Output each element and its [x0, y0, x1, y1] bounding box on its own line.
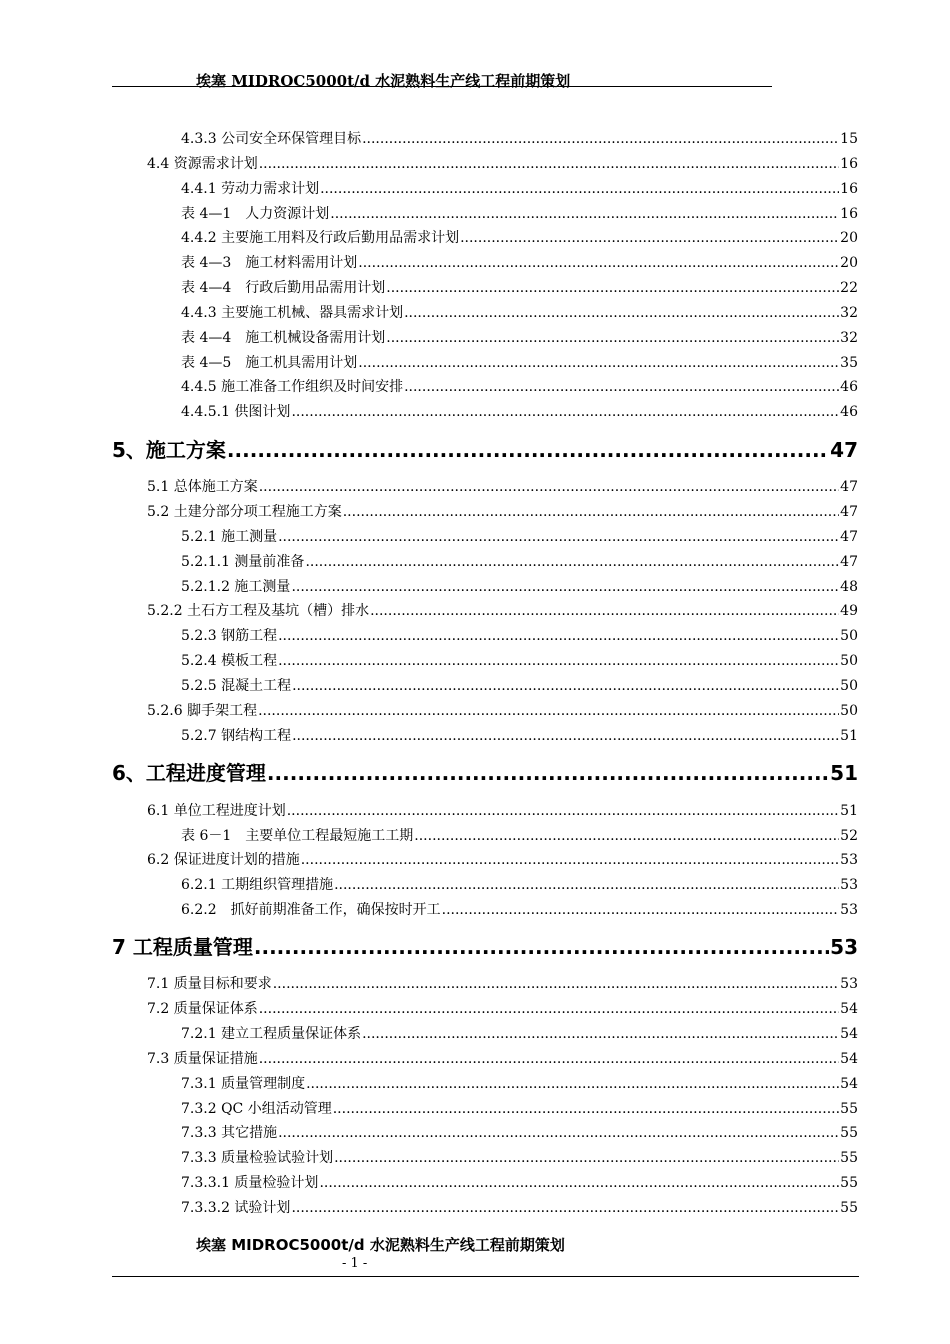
toc-entry-page: 50: [840, 703, 858, 719]
toc-entry[interactable]: [147, 478, 858, 496]
toc-entry-title: 4.3.3 公司安全环保管理目标: [181, 131, 362, 147]
toc-entry-title: 表 4—5 施工机具需用计划: [181, 355, 358, 371]
toc-entry-title: 6.2 保证进度计划的措施: [147, 852, 300, 868]
toc-entry-page: 55: [840, 1125, 858, 1141]
toc-entry[interactable]: [147, 702, 858, 720]
toc-leader: [258, 702, 839, 720]
toc-entry-page: 47: [840, 554, 858, 570]
toc-entry-title: 6.1 单位工程进度计划: [147, 803, 286, 819]
toc-entry[interactable]: [147, 802, 858, 820]
toc-leader: [319, 1174, 839, 1192]
toc-entry-page: 54: [840, 1076, 858, 1092]
page-number: - 1 -: [342, 1256, 368, 1271]
toc-entry-title: 7.3.3 其它措施: [181, 1125, 278, 1141]
toc-leader: [259, 478, 839, 496]
toc-entry[interactable]: [181, 1025, 858, 1043]
toc-leader: [343, 503, 839, 521]
toc-leader: [460, 229, 839, 247]
toc-entry[interactable]: [181, 1100, 858, 1118]
toc-leader: [362, 1025, 839, 1043]
toc-entry[interactable]: [181, 354, 858, 372]
toc-entry[interactable]: [181, 553, 858, 571]
toc-leader: [386, 329, 839, 347]
toc-entry[interactable]: [181, 378, 858, 396]
toc-entry-title: 4.4.5.1 供图计划: [181, 404, 291, 420]
toc-entry-title: 7.2.1 建立工程质量保证体系: [181, 1026, 362, 1042]
toc-entry-page: 51: [840, 728, 858, 744]
toc-leader: [305, 553, 839, 571]
toc-leader: [267, 761, 829, 785]
toc-leader: [334, 876, 839, 894]
toc-entry[interactable]: [181, 1174, 858, 1192]
toc-entry[interactable]: [181, 901, 858, 919]
toc-entry-page: 16: [840, 181, 858, 197]
toc-entry[interactable]: [147, 1050, 858, 1068]
toc-entry-page: 35: [840, 355, 858, 371]
toc-entry[interactable]: [181, 205, 858, 223]
toc-entry-title: 7.3.1 质量管理制度: [181, 1076, 306, 1092]
toc-entry[interactable]: [181, 578, 858, 596]
toc-entry-page: 16: [840, 156, 858, 172]
toc-entry-title: 5、施工方案: [112, 438, 226, 462]
toc-entry[interactable]: [147, 975, 858, 993]
toc-entry-page: 54: [840, 1001, 858, 1017]
footer-rule: [112, 1276, 859, 1277]
toc-entry-title: 5.1 总体施工方案: [147, 479, 258, 495]
toc-entry-page: 55: [840, 1200, 858, 1216]
toc-entry[interactable]: [181, 1149, 858, 1167]
toc-entry-title: 表 4—1 人力资源计划: [181, 206, 330, 222]
toc-entry-page: 50: [840, 628, 858, 644]
toc-entry-title: 6.2.1 工期组织管理措施: [181, 877, 334, 893]
toc-entry[interactable]: [181, 403, 858, 421]
toc-leader: [278, 627, 839, 645]
toc-entry-title: 4.4.3 主要施工机械、器具需求计划: [181, 305, 404, 321]
toc-entry-title: 5.2.2 土石方工程及基坑（槽）排水: [147, 603, 370, 619]
toc-entry[interactable]: [181, 279, 858, 297]
toc-entry[interactable]: [181, 727, 858, 745]
toc-entry[interactable]: [181, 677, 858, 695]
toc-leader: [333, 1100, 839, 1118]
toc-entry[interactable]: [181, 1124, 858, 1142]
toc-entry-title: 7 工程质量管理: [112, 935, 253, 959]
toc-leader: [254, 935, 829, 959]
toc-leader: [306, 1075, 839, 1093]
toc-leader: [259, 1050, 839, 1068]
toc-leader: [287, 802, 839, 820]
toc-entry-page: 47: [830, 438, 858, 462]
toc-entry-page: 53: [840, 902, 858, 918]
toc-entry-page: 32: [840, 330, 858, 346]
toc-entry-page: 47: [840, 529, 858, 545]
toc-entry[interactable]: [181, 304, 858, 322]
toc-entry-page: 22: [840, 280, 858, 296]
toc-entry-page: 55: [840, 1101, 858, 1117]
toc-leader: [273, 975, 839, 993]
toc-leader: [278, 652, 839, 670]
toc-entry[interactable]: [181, 254, 858, 272]
toc-entry-title: 表 4—4 行政后勤用品需用计划: [181, 280, 386, 296]
toc-entry-title: 4.4 资源需求计划: [147, 156, 258, 172]
toc-entry-page: 51: [840, 803, 858, 819]
toc-leader: [358, 254, 839, 272]
toc-leader: [292, 677, 839, 695]
toc-chapter-entry[interactable]: [112, 935, 858, 959]
toc-leader: [259, 1000, 839, 1018]
toc-entry-page: 46: [840, 379, 858, 395]
toc-entry-title: 5.2.1.2 施工测量: [181, 579, 291, 595]
toc-entry-page: 48: [840, 579, 858, 595]
toc-leader: [414, 827, 839, 845]
toc-entry-page: 54: [840, 1051, 858, 1067]
toc-entry[interactable]: [181, 827, 858, 845]
toc-entry[interactable]: [147, 851, 858, 869]
toc-entry-page: 55: [840, 1150, 858, 1166]
toc-entry-page: 53: [840, 877, 858, 893]
toc-entry-page: 20: [840, 255, 858, 271]
toc-entry[interactable]: [181, 180, 858, 198]
toc-entry[interactable]: [181, 1075, 858, 1093]
toc-leader: [291, 403, 839, 421]
toc-entry[interactable]: [181, 130, 858, 148]
toc-entry[interactable]: [181, 329, 858, 347]
toc-entry-page: 20: [840, 230, 858, 246]
toc-leader: [292, 727, 839, 745]
toc-leader: [278, 1124, 839, 1142]
toc-leader: [259, 155, 839, 173]
toc-entry-title: 7.3.3.1 质量检验计划: [181, 1175, 319, 1191]
toc-entry-title: 5.2.1.1 测量前准备: [181, 554, 305, 570]
page-header-title: 埃塞 MIDROC5000t/d 水泥熟料生产线工程前期策划: [196, 72, 571, 90]
toc-entry-page: 53: [840, 852, 858, 868]
toc-leader: [301, 851, 839, 869]
toc-entry-title: 6、工程进度管理: [112, 761, 266, 785]
toc-entry-title: 4.4.5 施工准备工作组织及时间安排: [181, 379, 404, 395]
toc-entry-title: 7.3.3 质量检验试验计划: [181, 1150, 334, 1166]
toc-entry-title: 5.2.5 混凝土工程: [181, 678, 292, 694]
toc-entry-title: 5.2.3 钢筋工程: [181, 628, 278, 644]
toc-entry-page: 50: [840, 653, 858, 669]
toc-entry[interactable]: [181, 229, 858, 247]
toc-entry-page: 55: [840, 1175, 858, 1191]
toc-entry-page: 46: [840, 404, 858, 420]
toc-leader: [330, 205, 839, 223]
toc-chapter-entry[interactable]: [112, 761, 858, 785]
toc-entry-title: 7.3.3.2 试验计划: [181, 1200, 291, 1216]
toc-entry-page: 47: [840, 479, 858, 495]
toc-entry[interactable]: [181, 876, 858, 894]
toc-entry[interactable]: [147, 503, 858, 521]
toc-leader: [334, 1149, 839, 1167]
toc-leader: [404, 304, 839, 322]
toc-entry[interactable]: [147, 155, 858, 173]
toc-entry-page: 15: [840, 131, 858, 147]
toc-entry-title: 5.2 土建分部分项工程施工方案: [147, 504, 342, 520]
toc-entry-title: 表 6－1 主要单位工程最短施工工期: [181, 828, 414, 844]
toc-entry-page: 51: [830, 761, 858, 785]
toc-entry-page: 53: [830, 935, 858, 959]
toc-entry-title: 5.2.6 脚手架工程: [147, 703, 258, 719]
toc-entry[interactable]: [181, 627, 858, 645]
toc-entry-title: 4.4.2 主要施工用料及行政后勤用品需求计划: [181, 230, 460, 246]
toc-entry-page: 54: [840, 1026, 858, 1042]
toc-entry[interactable]: [181, 1199, 858, 1217]
toc-entry-title: 表 4—4 施工机械设备需用计划: [181, 330, 386, 346]
toc-leader: [386, 279, 839, 297]
toc-entry-title: 7.3.2 QC 小组活动管理: [181, 1101, 332, 1117]
toc-entry-page: 32: [840, 305, 858, 321]
toc-entry-title: 5.2.4 模板工程: [181, 653, 278, 669]
toc-entry-page: 50: [840, 678, 858, 694]
page-footer-title: 埃塞 MIDROC5000t/d 水泥熟料生产线工程前期策划: [196, 1236, 565, 1254]
toc-chapter-entry[interactable]: [112, 438, 858, 462]
toc-leader: [227, 438, 829, 462]
toc-leader: [362, 130, 839, 148]
toc-entry-title: 6.2.2 抓好前期准备工作，确保按时开工: [181, 902, 441, 918]
toc-leader: [291, 1199, 839, 1217]
toc-entry-page: 47: [840, 504, 858, 520]
toc-leader: [370, 602, 839, 620]
toc-entry[interactable]: [147, 602, 858, 620]
toc-leader: [320, 180, 839, 198]
toc-entry[interactable]: [147, 1000, 858, 1018]
toc-entry-page: 49: [840, 603, 858, 619]
toc-leader: [404, 378, 839, 396]
toc-entry-title: 7.2 质量保证体系: [147, 1001, 258, 1017]
toc-leader: [358, 354, 839, 372]
header-rule: [112, 86, 772, 87]
toc-entry[interactable]: [181, 528, 858, 546]
toc-entry-title: 4.4.1 劳动力需求计划: [181, 181, 320, 197]
toc-entry-title: 7.1 质量目标和要求: [147, 976, 272, 992]
toc-entry-page: 16: [840, 206, 858, 222]
toc-leader: [278, 528, 839, 546]
toc-entry-page: 52: [840, 828, 858, 844]
toc-leader: [442, 901, 840, 919]
toc-entry-title: 7.3 质量保证措施: [147, 1051, 258, 1067]
toc-entry[interactable]: [181, 652, 858, 670]
toc-leader: [291, 578, 839, 596]
toc-entry-title: 5.2.7 钢结构工程: [181, 728, 292, 744]
toc-entry-page: 53: [840, 976, 858, 992]
toc-entry-title: 5.2.1 施工测量: [181, 529, 278, 545]
toc-entry-title: 表 4—3 施工材料需用计划: [181, 255, 358, 271]
